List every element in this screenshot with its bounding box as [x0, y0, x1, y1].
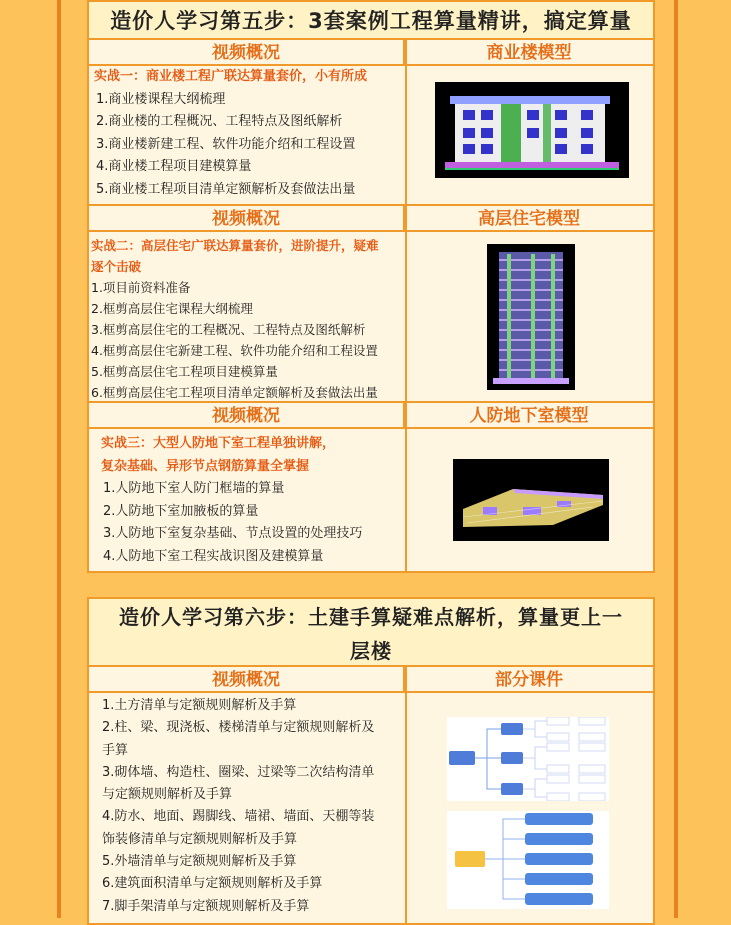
step6-text: [102, 695, 374, 918]
section1-text: [94, 66, 367, 201]
section1-left-header: 视频概况: [89, 40, 405, 66]
section3-divider: [405, 403, 407, 573]
list-item: 4.人防地下室工程实战识图及建模算量: [103, 548, 324, 564]
section1-divider: [405, 40, 407, 204]
list-item: 2.柱、梁、现浇板、楼梯清单与定额规则解析及: [102, 720, 375, 736]
courseware-mindmap-image-2: [447, 811, 609, 909]
step5-card: [87, 38, 655, 573]
list-item: 手算: [102, 742, 129, 758]
step6-title: [87, 597, 655, 667]
commercial-building-model-image: [435, 82, 629, 178]
step6-title-line1: 造价人学习第六步：土建手算疑难点解析，算量更上一: [119, 605, 623, 629]
list-item: 1.项目前资料准备: [91, 280, 191, 295]
section3-intro-line2: 复杂基础、异形节点钢筋算量全掌握: [101, 458, 310, 474]
section2-text: [91, 235, 379, 403]
list-item: 与定额规则解析及手算: [102, 787, 233, 803]
list-item: 饰装修清单与定额规则解析及手算: [102, 831, 298, 847]
high-rise-residential-model-image: [487, 244, 575, 390]
right-edge-stripe: [674, 0, 678, 918]
left-edge-stripe: [57, 0, 61, 918]
section2-right-header: 高层住宅模型: [405, 206, 653, 232]
section1-row: [89, 40, 653, 204]
list-item: 5.框剪高层住宅工程项目建模算量: [91, 364, 278, 379]
step6-title-line2: 层楼: [350, 639, 392, 663]
list-item: 6.框剪高层住宅工程项目清单定额解析及套做法出量: [91, 385, 378, 400]
section3-intro-line1: 实战三：大型人防地下室工程单独讲解，: [101, 436, 336, 451]
civil-defense-basement-model-image: [453, 459, 609, 541]
step6-card: [87, 665, 655, 925]
list-item: 1.土方清单与定额规则解析及手算: [102, 698, 297, 713]
list-item: 3.框剪高层住宅的工程概况、工程特点及图纸解析: [91, 322, 366, 337]
step6-divider: [405, 667, 407, 925]
list-item: 5.商业楼工程项目清单定额解析及套做法出量: [96, 181, 356, 197]
step5-title-text: 造价人学习第五步：3套案例工程算量精讲，搞定算量: [110, 9, 632, 33]
list-item: 1.人防地下室人防门框墙的算量: [103, 481, 285, 496]
list-item: 1.商业楼课程大纲梳理: [96, 91, 226, 107]
list-item: 3.砌体墙、构造柱、圈梁、过梁等二次结构清单: [102, 764, 375, 780]
section2-intro-line1: 实战二：高层住宅广联达算量套价，进阶提升，疑难: [91, 238, 379, 253]
courseware-mindmap-image-1: [447, 717, 609, 801]
list-item: 6.建筑面积清单与定额规则解析及手算: [102, 876, 323, 892]
section3-left-header: 视频概况: [89, 403, 405, 429]
section2-divider: [405, 206, 407, 401]
list-item: 5.外墙清单与定额规则解析及手算: [102, 854, 297, 870]
section3-text: [101, 433, 362, 568]
section2-intro-line2: 逐个击破: [91, 259, 142, 274]
list-item: 2.人防地下室加腋板的算量: [103, 503, 259, 519]
section2-row: [89, 206, 653, 401]
section1-right-header: 商业楼模型: [405, 40, 653, 66]
step6-row: [89, 667, 653, 925]
step5-title: [87, 0, 655, 40]
section3-right-header: 人防地下室模型: [405, 403, 653, 429]
list-item: 4.防水、地面、踢脚线、墙裙、墙面、天棚等装: [102, 809, 375, 825]
list-item: 7.脚手架清单与定额规则解析及手算: [102, 898, 310, 914]
section3-row: [89, 403, 653, 573]
section2-left-header: 视频概况: [89, 206, 405, 232]
list-item: 3.人防地下室复杂基础、节点设置的处理技巧: [103, 526, 363, 541]
step6-left-header: 视频概况: [89, 667, 405, 693]
list-item: 3.商业楼新建工程、软件功能介绍和工程设置: [96, 136, 356, 152]
section1-intro: 实战一：商业楼工程广联达算量套价，小有所成: [94, 69, 368, 84]
list-item: 2.框剪高层住宅课程大纲梳理: [91, 301, 253, 316]
step6-right-header: 部分课件: [405, 667, 653, 693]
list-item: 4.商业楼工程项目建模算量: [96, 159, 252, 174]
list-item: 2.商业楼的工程概况、工程特点及图纸解析: [96, 114, 343, 129]
list-item: 4.框剪高层住宅新建工程、软件功能介绍和工程设置: [91, 343, 378, 358]
